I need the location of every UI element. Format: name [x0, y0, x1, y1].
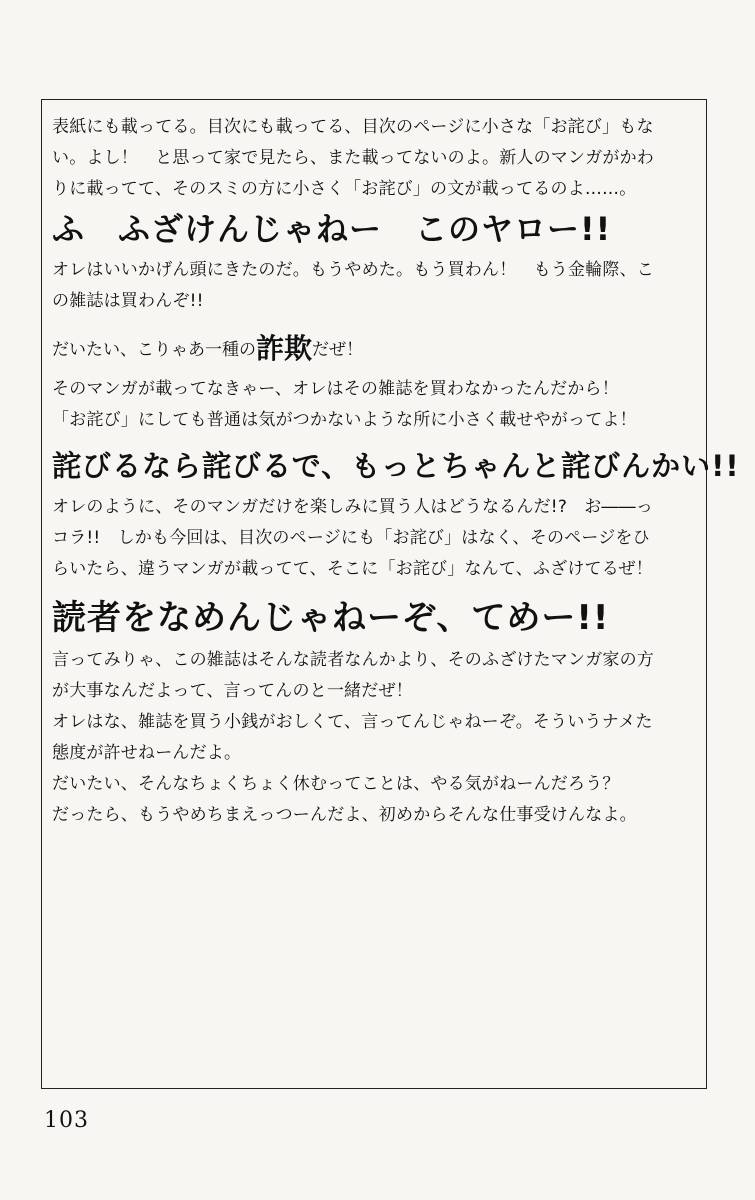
paragraph-3-suffix: だぜ！	[312, 340, 364, 360]
text-line: い。よし！ と思って家で見たら、また載ってないのよ。新人のマンガがかわ	[52, 148, 654, 168]
text-line: オレのように、そのマンガだけを楽しみに買う人はどうなるんだ!? お――っ	[52, 497, 654, 517]
text-line: らいたら、違うマンガが載ってて、そこに「お詫び」なんて、ふざけてるぜ！	[52, 559, 653, 579]
text-line: 言ってみりゃ、この雑誌はそんな読者なんかより、そのふざけたマンガ家の方	[52, 650, 654, 670]
text-line: の雑誌は買わんぞ!!	[52, 291, 204, 311]
text-line: が大事なんだよって、言ってんのと一緒だぜ！	[52, 681, 413, 701]
paragraph-4	[52, 374, 702, 436]
heading-3: 読者をなめんじゃねーぞ、てめー!!	[52, 598, 610, 638]
page-number: 103	[44, 1108, 89, 1133]
text-line: 表紙にも載ってる。目次にも載ってる、目次のページに小さな「お詫び」もな	[52, 117, 654, 137]
text-line: だいたい、そんなちょくちょく休むってことは、やる気がねーんだろう？	[52, 774, 620, 794]
text-line: そのマンガが載ってなきゃー、オレはその雑誌を買わなかったんだから！	[52, 379, 619, 399]
heading-2: 詫びるなら詫びるで、もっとちゃんと詫びんかい!!	[52, 449, 740, 483]
paragraph-6	[52, 645, 702, 831]
text-line: りに載ってて、そのスミの方に小さく「お詫び」の文が載ってるのよ……。	[52, 179, 637, 199]
text-line: だったら、もうやめちまえっつーんだよ、初めからそんな仕事受けんなよ。	[52, 805, 637, 825]
text-line: 「お詫び」にしても普通は気がつかないような所に小さく載せやがってよ！	[52, 410, 637, 430]
emphasis-sagi: 詐欺	[256, 332, 313, 365]
paragraph-2	[52, 255, 702, 317]
paragraph-3	[52, 329, 702, 370]
text-line: 態度が許せねーんだよ。	[52, 743, 242, 763]
text-line: オレはいいかげん頭にきたのだ。もうやめた。もう買わん！ もう金輪際、こ	[52, 260, 654, 280]
text-line: オレはな、雑誌を買う小銭がおしくて、言ってんじゃねーぞ。そういうナメた	[52, 712, 653, 732]
paragraph-3-prefix: だいたい、こりゃあ一種の	[52, 340, 256, 360]
text-line: コラ!! しかも今回は、目次のページにも「お詫び」はなく、そのページをひ	[52, 528, 650, 548]
page-content	[52, 112, 740, 831]
paragraph-1	[52, 112, 702, 205]
paragraph-5	[52, 492, 702, 585]
heading-1: ふ ふざけんじゃねー このヤロー!!	[52, 210, 612, 248]
